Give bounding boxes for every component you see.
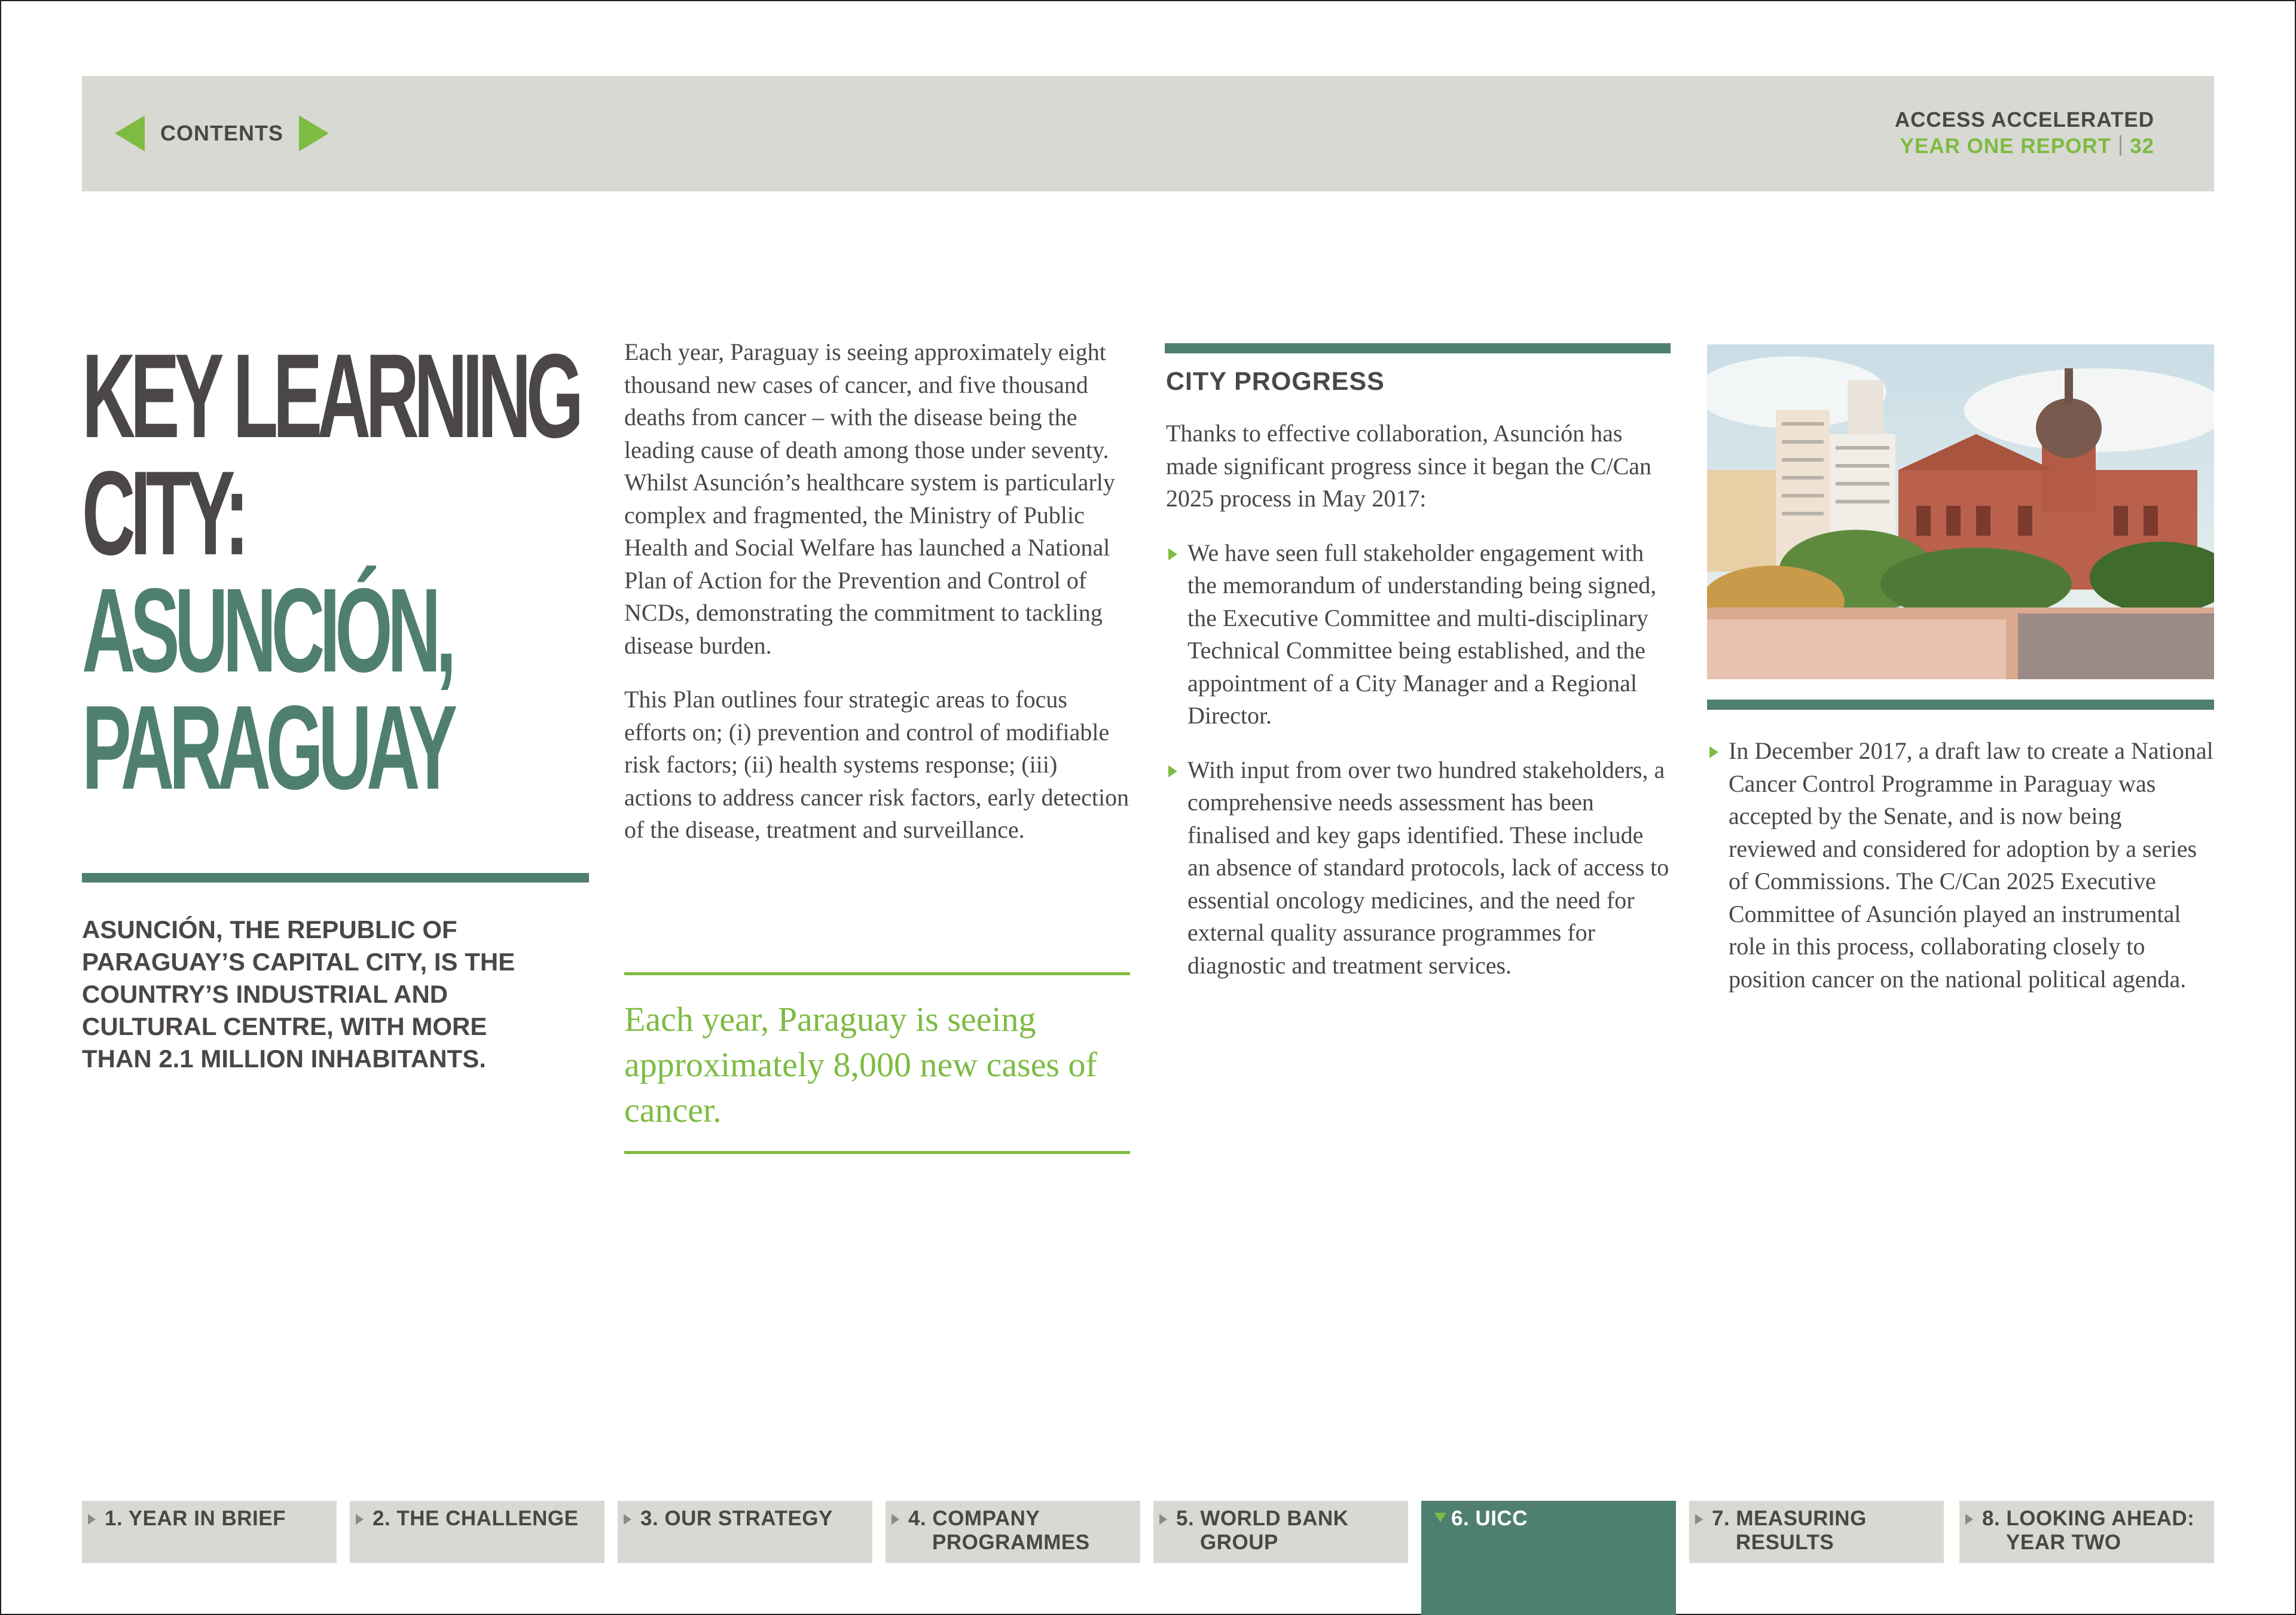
triangle-icon xyxy=(624,1514,631,1525)
tab-label-line-2: GROUP xyxy=(1200,1531,1278,1554)
arrow-right-icon[interactable] xyxy=(299,115,329,151)
bullet-triangle-icon xyxy=(1168,765,1177,777)
tab-label: 4. COMPANY xyxy=(908,1507,1040,1530)
tab-label: 6. UICC xyxy=(1451,1507,1528,1530)
tab-label: 7. MEASURING xyxy=(1712,1507,1867,1530)
tab-label-line-2: PROGRAMMES xyxy=(932,1531,1090,1554)
triangle-icon xyxy=(1695,1514,1703,1525)
body-column-3 xyxy=(1166,417,1671,1003)
body-column-2 xyxy=(624,336,1129,868)
page-number: 32 xyxy=(2130,135,2154,158)
list-item xyxy=(1166,754,1671,982)
title-line-2: CITY: xyxy=(82,447,245,580)
tab-label-line-2: RESULTS xyxy=(1736,1531,1834,1554)
bullet-triangle-icon xyxy=(1168,548,1177,560)
section-rule xyxy=(1707,700,2214,710)
header-bar xyxy=(82,76,2214,191)
tab-label: 2. THE CHALLENGE xyxy=(373,1507,579,1530)
tab-our-strategy[interactable] xyxy=(618,1501,872,1563)
bullet-triangle-icon xyxy=(1709,746,1718,758)
title-line-1: KEY LEARNING xyxy=(82,329,579,463)
tab-the-challenge[interactable] xyxy=(350,1501,604,1563)
triangle-down-icon xyxy=(1434,1513,1446,1522)
arrow-left-icon[interactable] xyxy=(115,115,145,151)
section-tabs xyxy=(82,1501,2214,1615)
tab-label: 5. WORLD BANK xyxy=(1176,1507,1349,1530)
triangle-icon xyxy=(891,1514,899,1525)
tab-year-in-brief[interactable] xyxy=(82,1501,337,1563)
tab-label: 8. LOOKING AHEAD: xyxy=(1982,1507,2195,1530)
tab-label-line-2: YEAR TWO xyxy=(2006,1531,2121,1554)
tab-world-bank-group[interactable] xyxy=(1153,1501,1408,1563)
city-photo xyxy=(1707,344,2214,679)
tab-looking-ahead[interactable] xyxy=(1959,1501,2214,1563)
triangle-icon xyxy=(88,1514,96,1525)
intro-text: ASUNCIÓN, THE REPUBLIC OF PARAGUAY’S CAPITAL CITY, IS THE COUNTRY’S INDUSTRIAL AND CULTURAL CENTRE, WITH MORE THAN 2.1 MILLION INHABITANTS. xyxy=(82,915,515,1073)
report-title: ACCESS ACCELERATED xyxy=(1894,108,2154,132)
list-item-text: In December 2017, a draft law to create a National Cancer Control Programme in Paraguay was accepted by the Senate, and is now being reviewed and considered for adoption by a series of Commissions. The C/Can 2025 Executive Committee of Asunción played an instrumental role in this process, collaborating closely to position cancer on the national political agenda. xyxy=(1729,737,2213,993)
section-rule xyxy=(1165,343,1671,353)
report-info xyxy=(1895,107,2154,160)
paragraph: This Plan outlines four strategic areas to focus efforts on; (i) prevention and control of modifiable risk factors; (ii) health systems response; (iii) actions to address cancer risk factors, early detection of the disease, treatment and surveillance. xyxy=(624,686,1129,843)
report-subtitle-row xyxy=(1895,133,2154,160)
title-line-3: ASUNCIÓN, xyxy=(82,564,451,697)
body-column-4 xyxy=(1707,735,2214,1017)
divider xyxy=(2120,135,2121,155)
report-subtitle: YEAR ONE REPORT xyxy=(1900,135,2112,158)
tab-measuring-results[interactable] xyxy=(1689,1501,1944,1563)
tab-company-programmes[interactable] xyxy=(886,1501,1140,1563)
title-line-4: PARAGUAY xyxy=(82,681,453,814)
paragraph: Thanks to effective collaboration, Asunción has made significant progress since it began the C/Can 2025 process in May 2017: xyxy=(1166,420,1652,512)
pull-quote-block xyxy=(624,972,1130,1154)
pull-quote: Each year, Paraguay is seeing approximately 8,000 new cases of cancer. xyxy=(624,1000,1097,1129)
tab-label: 3. OUR STRATEGY xyxy=(640,1507,833,1530)
quote-rule-bottom xyxy=(624,1151,1130,1154)
tab-label: 1. YEAR IN BRIEF xyxy=(105,1507,286,1530)
triangle-icon xyxy=(356,1514,364,1525)
triangle-icon xyxy=(1159,1514,1167,1525)
contents-nav[interactable] xyxy=(115,114,329,152)
title-divider xyxy=(82,873,589,883)
triangle-icon xyxy=(1965,1514,1973,1525)
cathedral-photo-illustration xyxy=(1707,344,2214,679)
list-item-text: With input from over two hundred stakeholders, a comprehensive needs assessment has been finalised and key gaps identified. These include an absence of standard protocols, lack of access to essential oncology medicines, and the need for external quality assurance programmes for diagnostic and treatment services. xyxy=(1187,756,1669,979)
contents-link[interactable]: CONTENTS xyxy=(160,121,283,145)
section-heading: CITY PROGRESS xyxy=(1166,367,1385,396)
list-item xyxy=(1707,735,2214,996)
list-item-text: We have seen full stakeholder engagement with the memorandum of understanding being signed, the Executive Committee and multi-disciplinary Technical Committee being established, and the appointment of a City Manager and a Regional Director. xyxy=(1187,539,1657,729)
page-title xyxy=(82,329,579,814)
list-item xyxy=(1166,537,1671,732)
paragraph: Each year, Paraguay is seeing approximately eight thousand new cases of cancer, and five thousand deaths from cancer – with the disease being the leading cause of death among those under seventy. Whilst Asunción’s healthcare system is particularly complex and fragmented, the Ministry of Public Health and Social Welfare has launched a National Plan of Action for the Prevention and Control of NCDs, demonstrating the commitment to tackling disease burden. xyxy=(624,338,1115,659)
tab-uicc[interactable] xyxy=(1421,1501,1676,1615)
